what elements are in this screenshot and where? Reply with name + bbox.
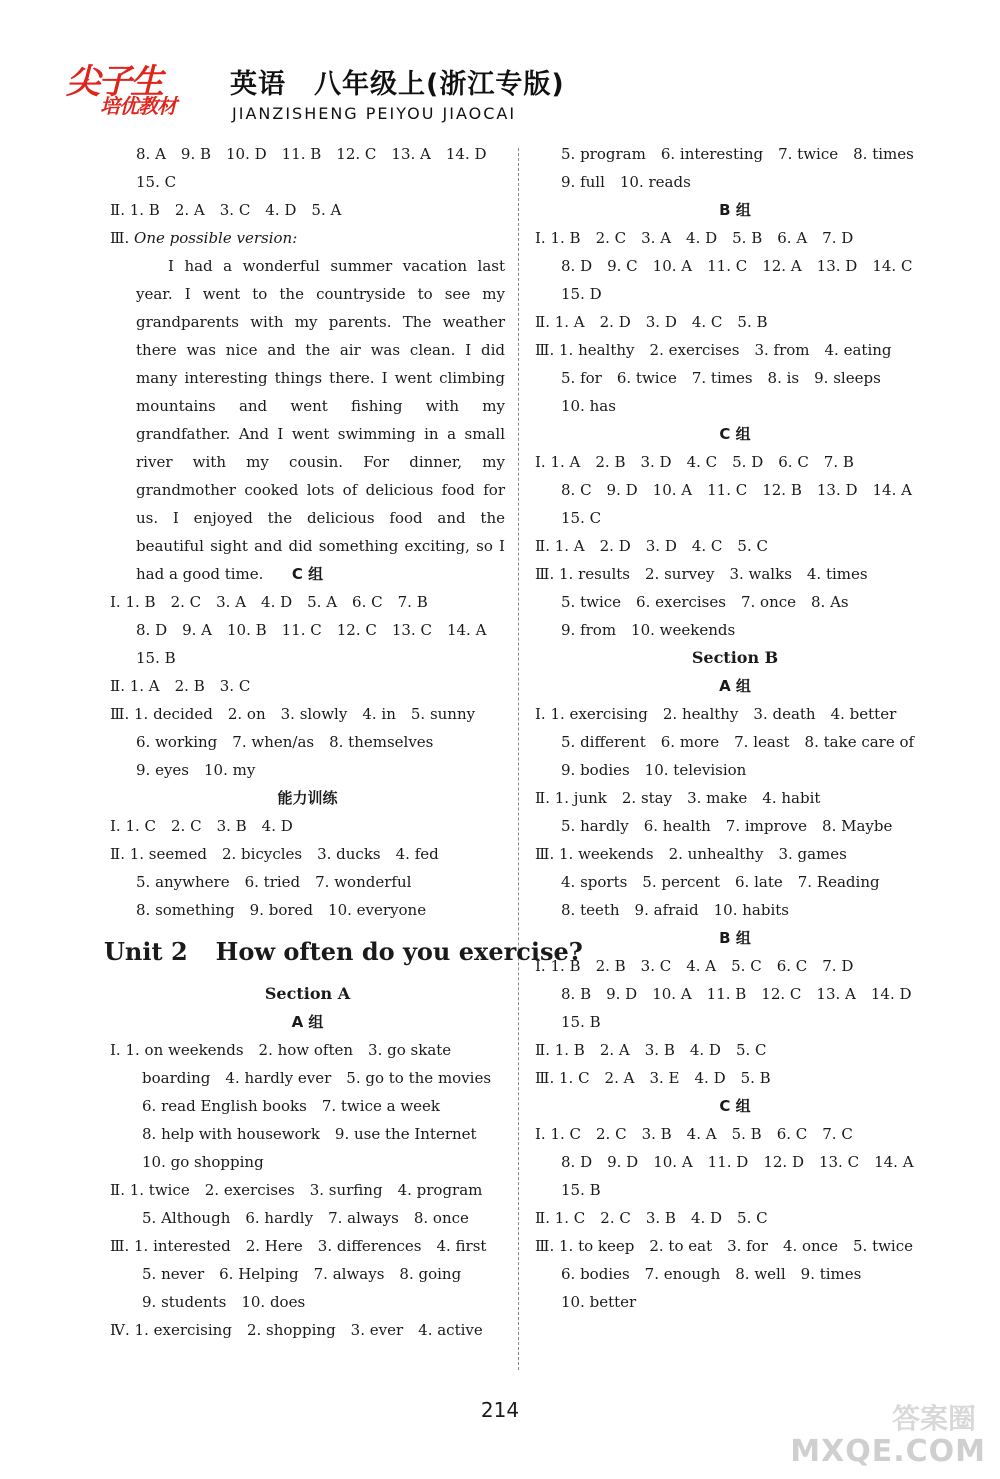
answer-line: Ⅰ. 1. C 2. C 3. B 4. D [110,817,293,835]
answer-line: Ⅰ. 1. B 2. C 3. A 4. D 5. B 6. A 7. D [535,229,854,247]
column-divider [518,148,520,1370]
answer-line: 9. full 10. reads [561,173,691,191]
essay-label: One possible version: [134,229,298,247]
answer-line: Ⅱ. 1. A 2. D 3. D 4. C 5. B [535,313,768,331]
answer-line: 15. B [561,1013,601,1031]
answer-line: Ⅰ. 1. A 2. B 3. D 4. C 5. D 6. C 7. B [535,453,854,471]
answer-line: 10. has [561,397,616,415]
answer-line: 5. for 6. twice 7. times 8. is 9. sleeps [561,369,881,387]
group-heading: B 组 [719,929,751,947]
answer-prefix: Ⅲ. [110,229,135,247]
answer-line: 5. different 6. more 7. least 8. take care of [561,733,915,751]
answer-line: Ⅰ. 1. B 2. B 3. C 4. A 5. C 6. C 7. D [535,957,854,975]
answer-line: 8. teeth 9. afraid 10. habits [561,901,789,919]
answer-line: 10. better [561,1293,637,1311]
answer-line: Ⅲ. 1. weekends 2. unhealthy 3. games [535,845,847,863]
answer-line: 15. C [561,509,602,527]
sample-essay: I had a wonderful summer vacation last year. I went to the countryside to see my grandparents with my parents. The weather there was nice and the air was clean. I did many interesting things there. I went climbing mountains and went fishing with my grandfather. And I went swimming in a small river with my cousin. For dinner, my grandmother cooked lots of delicious food for us. I enjoyed the delicious food and the beautiful sight and did something exciting, so I had a good time. [136,257,505,583]
group-heading: A 组 [291,1013,324,1031]
logo-line2: 培优教材 [100,94,176,118]
answer-line: Ⅱ. 1. B 2. A 3. C 4. D 5. A [110,201,342,219]
answer-line: Ⅳ. 1. exercising 2. shopping 3. ever 4. active [110,1321,483,1339]
answer-line: 8. B 9. D 10. A 11. B 12. C 13. A 14. D [561,985,912,1003]
answer-line: 4. sports 5. percent 6. late 7. Reading [561,873,880,891]
answer-line: Ⅱ. 1. B 2. A 3. B 4. D 5. C [535,1041,767,1059]
group-heading: 能力训练 [277,789,338,807]
group-heading: A 组 [719,677,751,695]
group-heading: C 组 [719,1097,751,1115]
group-heading: B 组 [719,201,751,219]
answer-line: 6. read English books 7. twice a week [142,1097,441,1115]
answer-line: Ⅲ. 1. interested 2. Here 3. differences 4. first [110,1237,487,1255]
answer-line: 9. bodies 10. television [561,761,747,779]
page-header [60,52,960,130]
answer-line: 9. students 10. does [142,1293,306,1311]
unit-label: Unit 2 [104,937,188,966]
answer-line: Ⅱ. 1. seemed 2. bicycles 3. ducks 4. fed [110,845,439,863]
answer-line: 8. A 9. B 10. D 11. B 12. C 13. A 14. D [136,145,487,163]
watermark-bottom: MXQE.COM [790,1434,986,1469]
answer-line: 9. from 10. weekends [561,621,736,639]
publisher-logo [60,52,220,122]
answer-line: 9. eyes 10. my [136,761,256,779]
answer-line: Ⅲ. 1. decided 2. on 3. slowly 4. in 5. sunny [110,705,476,723]
answer-line: 6. bodies 7. enough 8. well 9. times [561,1265,862,1283]
answer-line: 8. help with housework 9. use the Internet [142,1125,477,1143]
logo-line1: 尖子生 [66,62,162,102]
answer-line: 5. hardly 6. health 7. improve 8. Maybe [561,817,893,835]
answer-line: 15. B [561,1181,601,1199]
answer-line: 5. never 6. Helping 7. always 8. going [142,1265,462,1283]
answer-line: Ⅱ. 1. twice 2. exercises 3. surfing 4. program [110,1181,483,1199]
answer-line: 8. D 9. C 10. A 11. C 12. A 13. D 14. C [561,257,913,275]
answer-line: boarding 4. hardly ever 5. go to the movies [142,1069,492,1087]
answer-line: Ⅰ. 1. C 2. C 3. B 4. A 5. B 6. C 7. C [535,1125,853,1143]
answer-line: Ⅰ. 1. on weekends 2. how often 3. go skate [110,1041,452,1059]
answer-line: Ⅱ. 1. A 2. D 3. D 4. C 5. C [535,537,768,555]
answer-line: 5. anywhere 6. tried 7. wonderful [136,873,412,891]
answer-line: Ⅱ. 1. junk 2. stay 3. make 4. habit [535,789,821,807]
book-title: 英语 八年级上(浙江专版) [230,69,565,100]
answer-line: Ⅱ. 1. A 2. B 3. C [110,677,251,695]
answer-line: 15. B [136,649,176,667]
answer-line: Ⅲ. 1. healthy 2. exercises 3. from 4. eating [535,341,892,359]
answer-line: Ⅰ. 1. B 2. C 3. A 4. D 5. A 6. C 7. B [110,593,428,611]
answer-line: Ⅰ. 1. exercising 2. healthy 3. death 4. better [535,705,897,723]
section-heading: Section A [264,984,351,1003]
answer-line: 8. C 9. D 10. A 11. C 12. B 13. D 14. A [561,481,912,499]
answer-line: Ⅲ. 1. to keep 2. to eat 3. for 4. once 5. twice [535,1237,914,1255]
answer-line: 8. something 9. bored 10. everyone [136,901,427,919]
answer-line: 8. D 9. A 10. B 11. C 12. C 13. C 14. A [136,621,487,639]
unit-title: How often do you exercise? [215,937,583,966]
answer-line: 6. working 7. when/as 8. themselves [136,733,434,751]
answer-line: 15. D [561,285,602,303]
answer-line: Ⅲ. 1. C 2. A 3. E 4. D 5. B [535,1069,771,1087]
book-subtitle: JIANZISHENG PEIYOU JIAOCAI [232,104,517,123]
site-watermark [790,1397,986,1469]
page-number: 214 [480,1398,520,1422]
answer-line: 5. program 6. interesting 7. twice 8. times [561,145,914,163]
watermark-top: 答案圈 [891,1402,976,1435]
group-heading: C 组 [291,565,324,583]
unit-heading [104,924,583,980]
section-heading: Section B [691,648,779,667]
answer-line: 5. Although 6. hardly 7. always 8. once [142,1209,469,1227]
answer-line: 5. twice 6. exercises 7. once 8. As [561,593,849,611]
answer-line [110,224,505,252]
answer-line: Ⅲ. 1. results 2. survey 3. walks 4. times [535,565,868,583]
answer-line: 15. C [136,173,177,191]
answer-line: 8. D 9. D 10. A 11. D 12. D 13. C 14. A [561,1153,914,1171]
answer-line: 10. go shopping [142,1153,264,1171]
right-column [535,140,935,1316]
answer-line: Ⅱ. 1. C 2. C 3. B 4. D 5. C [535,1209,768,1227]
group-heading: C 组 [719,425,751,443]
